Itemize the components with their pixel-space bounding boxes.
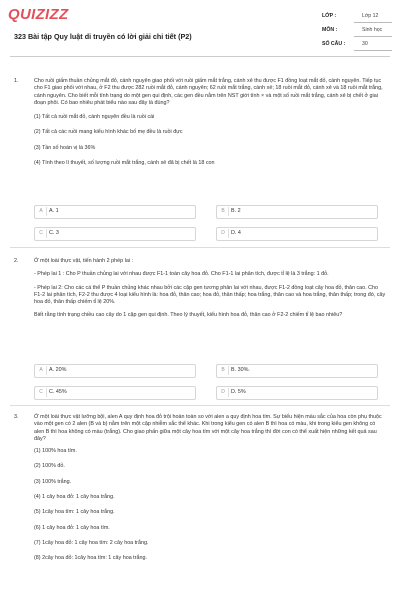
choice-letter: A <box>36 366 47 375</box>
choice-label: C. 45% <box>49 389 67 395</box>
question-number: 1. <box>14 78 19 84</box>
choice-letter: C <box>36 229 47 238</box>
statement: (2) Tất cả các ruồi mang kiểu hình khác bố mẹ đều là ruồi đực <box>34 129 183 136</box>
choice-letter: D <box>218 229 229 238</box>
choice-letter: D <box>218 388 229 397</box>
choice-label: D. 5% <box>231 389 246 395</box>
choice-b[interactable] <box>216 364 378 378</box>
choice-letter: B <box>218 207 229 216</box>
meta-value: Sinh học <box>362 27 383 33</box>
choice-letter: B <box>218 366 229 375</box>
statement: (4) 1 cây hoa đỏ: 1 cây hoa trắng. <box>34 494 115 501</box>
meta-divider <box>354 50 392 51</box>
header-divider <box>10 56 390 57</box>
meta-info <box>322 10 392 52</box>
choice-d[interactable] <box>216 227 378 241</box>
choice-label: D. 4 <box>231 230 241 236</box>
statement: (1) 100% hoa tím. <box>34 448 77 455</box>
choice-label: A. 1 <box>49 208 59 214</box>
meta-key: MÔN : <box>322 27 338 33</box>
choice-label: C. 3 <box>49 230 59 236</box>
question-number: 3. <box>14 414 19 420</box>
statement: (7) 1cây hoa đỏ: 1 cây hoa tím: 2 cây hoa trắng. <box>34 539 149 546</box>
meta-divider <box>354 36 392 37</box>
statement: (1) Tất cả ruồi mắt đỏ, cánh nguyên đều là ruồi cái <box>34 114 155 121</box>
choice-letter: A <box>36 207 47 216</box>
question-text: Ở một loài thực vật, tiến hành 2 phép lai : <box>34 258 134 264</box>
statement: - Phép lai 2: Cho các cá thể P thuần chủng khác nhau bởi các cặp gen tương phản lai với nhau, được F1-2 đồng loạt cây hoa đỏ, thân cao. Cho F1-2 lai phân tích, F2-2 thu được 4 loại kiểu hình là: hoa đỏ, thân cao; hoa đỏ, thân thấp; hoa trắng, thân cao và hoa trắng, thân thấp; trong đó, cây hoa đỏ, thân thấp chiếm tỉ lệ 20%. <box>34 284 386 306</box>
statement: (3) Tần số hoán vị là 36% <box>34 144 96 151</box>
question-body <box>34 414 386 563</box>
question-divider <box>10 405 390 406</box>
choice-label: B. 30%. <box>231 367 250 373</box>
header <box>0 0 400 62</box>
choice-letter: C <box>36 388 47 397</box>
meta-key: LỚP : <box>322 13 337 19</box>
statement: (3) 100% trắng. <box>34 478 72 485</box>
statement: (6) 1 cây hoa đỏ: 1 cây hoa tím. <box>34 524 110 531</box>
question-1 <box>10 78 390 254</box>
choice-a[interactable] <box>34 205 196 219</box>
statement: (2) 100% đỏ. <box>34 463 65 470</box>
statement: (5) 1cây hoa tím: 1 cây hoa trắng. <box>34 509 115 516</box>
quizizz-logo: QUIZIZZ <box>8 6 69 23</box>
meta-row-class <box>322 10 392 24</box>
choice-a[interactable] <box>34 364 196 378</box>
question-text: Cho ruồi giấm thuần chủng mắt đỏ, cánh nguyên giao phối với ruồi giấm mắt trắng, cánh xẻ thu được F1 đồng loạt mắt đỏ, cánh nguyên. Tiếp tục cho F1 giao phối với nhau, ở F2 thu được 282 ruồi mắt đỏ, cánh nguyên; 62 ruồi mắt trắng, cánh xẻ; 18 ruồi mắt đỏ, cánh xẻ và 18 ruồi mắt trắng, cánh nguyên. Cho biết mỗi tính trạng do một gen qui định, các gen đều nằm trên NST giới tính × và một số ruồi mắt trắng, cánh xẻ bị chết ở giai đoạn phôi. Có bao nhiêu phát biểu nào sau đây là đúng? <box>34 78 383 106</box>
statement: - Phép lai 1 : Cho P thuần chủng lai với nhau được F1-1 toàn cây hoa đỏ. Cho F1-1 lai phân tích, được tỉ lệ là 3 trắng: 1 đỏ. <box>34 271 329 278</box>
question-divider <box>10 247 390 248</box>
statement: Biết rằng tính trạng chiều cao cây do 1 cặp gen qui định. Theo lý thuyết, kiểu hình hoa đỏ, thân cao ở F2-2 chiếm tỉ lệ bao nhiêu? <box>34 312 343 319</box>
meta-value: Lớp 12 <box>362 13 379 19</box>
meta-row-subject <box>322 24 392 38</box>
statement: (8) 2cây hoa đỏ: 1cây hoa tím: 1 cây hoa trắng. <box>34 555 147 562</box>
question-body <box>34 78 386 167</box>
meta-divider <box>354 22 392 23</box>
choice-d[interactable] <box>216 386 378 400</box>
choice-c[interactable] <box>34 227 196 241</box>
choice-label: B. 2 <box>231 208 241 214</box>
choice-label: A. 20% <box>49 367 67 373</box>
meta-value: 30 <box>362 41 368 47</box>
document-title: 323 Bài tập Quy luật di truyền có lời giải chi tiết (P2) <box>14 32 192 41</box>
statement: (4) Tính theo lí thuyết, số lượng ruồi mắt trắng, cánh xẻ đã bị chết là 18 con <box>34 160 215 167</box>
meta-row-count <box>322 38 392 52</box>
question-body <box>34 258 386 320</box>
question-3 <box>10 414 390 598</box>
question-text: Ở một loài thực vật lưỡng bội, alen A quy định hoa đỏ trội hoàn toàn so với alen a quy định hoa tím. Sự biểu hiện màu sắc của hoa còn phụ thuộc vào một gen có 2 alen (B và b) nằm trên một cặp nhiễm sắc thể khác. Khi trong kiểu gen có alen B thì hoa có màu, khi trong kiểu gen không có alen B thì hoa không có màu (trắng). Cho giao phấn giữa một cây hoa tím với một cây hoa trắng thì đời con có thể xuất hiện những kết quả sau đây? <box>34 414 382 442</box>
question-2 <box>10 258 390 406</box>
choice-c[interactable] <box>34 386 196 400</box>
question-number: 2. <box>14 258 19 264</box>
choice-b[interactable] <box>216 205 378 219</box>
meta-key: SỐ CÂU : <box>322 41 346 47</box>
